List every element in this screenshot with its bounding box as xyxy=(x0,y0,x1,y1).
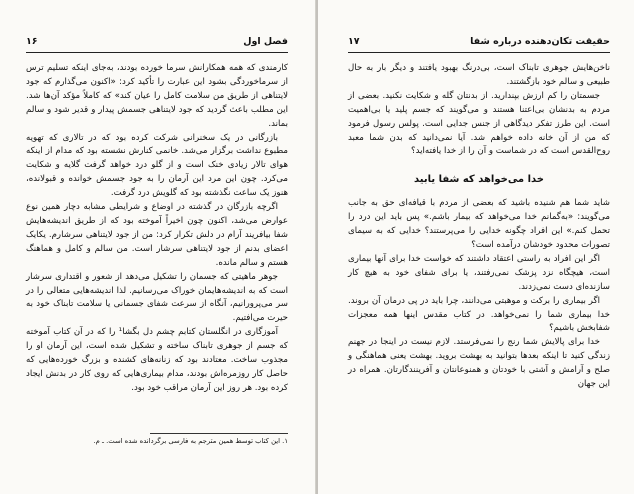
left-body-text xyxy=(26,62,288,396)
paragraph: اگر این افراد به راستی اعتقاد داشتند که خواست خدا برای آنها بیماری است، هیچگاه نزد پزشک نمی‌رفتند، یا برای شفای خود به هیچ کار سازنده‌ای دست نمی‌زدند. xyxy=(348,253,610,292)
footnote: ۱. این کتاب توسط همین مترجم به فارسی برگردانده شده است. ـ م. xyxy=(93,437,288,445)
left-page-number: ۱۶ xyxy=(26,36,38,47)
footnote-rule xyxy=(150,433,288,434)
paragraph: اگر بیماری را برکت و موهبتی می‌دانند، چرا باید در پی درمان آن بروند. خدا بیماری شما را نمی‌خواهد. در کتاب مقدس اینها همه معجزات شفابخش باشیم؟ xyxy=(348,295,610,334)
right-header-rule xyxy=(348,52,610,53)
left-header-rule xyxy=(26,52,288,53)
right-body-text xyxy=(348,62,610,392)
paragraph: شاید شما هم شنیده باشید که بعضی از مردم با قیافه‌ای حق به جانب می‌گویند: «به‌گمانم خدا می‌خواهد که بیمار باشم.» پس باید این درد را تحمل کنم.» این افراد چگونه خدایی را می‌پرستند؟ خدایی که به سیمای تصورات محدود خودشان درآمده است؟ xyxy=(348,198,610,250)
paragraph: خدا برای پالایش شما رنج را نمی‌فرستد. لازم نیست در اینجا در جهنم زندگی کنید تا اینکه بعدها بتوانید به بهشت بروید. بهشت یعنی هماهنگی و صلح و آرامش و آشتی با خودتان و همنوعانتان و آفرینندگارتان. همراه در این جهان xyxy=(348,337,610,390)
paragraph: کارمندی که همه همکارانش سرما خورده بودند، به‌جای اینکه تسلیم ترس از سرماخوردگی بشود این عبارت را تأکید کرد: «اکنون می‌گذارم که جود لایتناهی از طریق من سلامت کامل را عیان کند» که کاملاً مؤکد آن‌ها شد. این مطلب باعث گردید که جود لایتناهی جسمش پیدار و قدیر شود و سالم بماند. xyxy=(26,63,288,129)
right-page xyxy=(318,0,634,494)
section-heading: خدا می‌خواهد که شفا یابید xyxy=(413,174,545,186)
paragraph: بازرگانی در یک سخنرانی شرکت کرده بود که در تالاری که تهویه مطبوع نداشت برگزار می‌شد. خانمی کنارش نشسته بود که مدام از اینکه هوای تالار زیادی خنک است و از گلو درد خواهد گرفت گلایه و شکایت می‌کرد. چون این مرد این آرمان را به جود جسمش خوانده و قبولانده، هنوز یک ساعت نگذشته بود که گلویش درد گرفت. xyxy=(26,132,288,199)
paragraph: اگرچه بازرگان در گذشته در اوضاع و شرایطی مشابه دچار همین نوع عوارض می‌شد، اکنون چون اخیراً آموخته بود که از طریق اندیشه‌هایش شفا بیافریند آرام در دلش تکرار کرد: من از جود لایتناهی سرشارم. یکایک اعضای بدنم از جود لایتناهی سرشار است. من سالم و کامل و هماهنگ هستم و سالم مانده. xyxy=(26,202,288,268)
right-running-title: حقیقت تکان‌دهنده درباره شفا xyxy=(470,36,610,47)
paragraph: آموزگاری در انگلستان کتابم چشم دل بگشا¹ را که در آن کتاب آموخته که جسم از جوهری تابناک ساخته و تشکیل شده است، این آرمان او را مجذوب ساخت. معتادند بود که زنانه‌های کشنده و بزرگ خورده‌هایی که حاصل کار روزمره‌اش بودند، مدام بیماری‌هایی که روی کار در بدنش ایجاد کرده بود. هر روز این آرمان مراقب خود بود. xyxy=(26,327,288,393)
paragraph: جسمتان را کم ارزش بپندارید. از بدنتان گله و شکایت نکنید. بعضی از مردم به بدنشان بی‌اعتنا هستند و می‌گویند که جسم پلید یا بی‌اهمیت است. این طرز تفکر دیدگاهی از جنس جدایی است. پولس رسول فرمود که من از آن خانه داده خواهم شد. آیا نمی‌دانید که بدن شما معبد روح‌القدس است که در شماست و آن را از خدا یافته‌اید؟ xyxy=(348,90,610,157)
left-running-head xyxy=(26,36,288,50)
left-running-title: فصل اول xyxy=(243,36,288,47)
paragraph: ناخن‌هایش جوهری تابناک است، بی‌درنگ بهبود یافتند و دیگر بار به حال طبیعی و سالم خود بازگشتند. xyxy=(348,63,610,87)
left-page xyxy=(0,0,316,494)
right-running-head xyxy=(348,36,610,50)
paragraph: جوهر ماهیتی که جسمان را تشکیل می‌دهد از شعور و اقتداری سرشار است که به اندیشه‌هایمان خوراک می‌رسانیم. لذا اندیشه‌هایی متعالی را در سر می‌پرورانیم، آنگاه از سرعت شفای جسمانی یا سلامت تابناک خود به حیرت می‌افتیم. xyxy=(26,271,288,324)
right-page-number: ۱۷ xyxy=(348,36,360,47)
